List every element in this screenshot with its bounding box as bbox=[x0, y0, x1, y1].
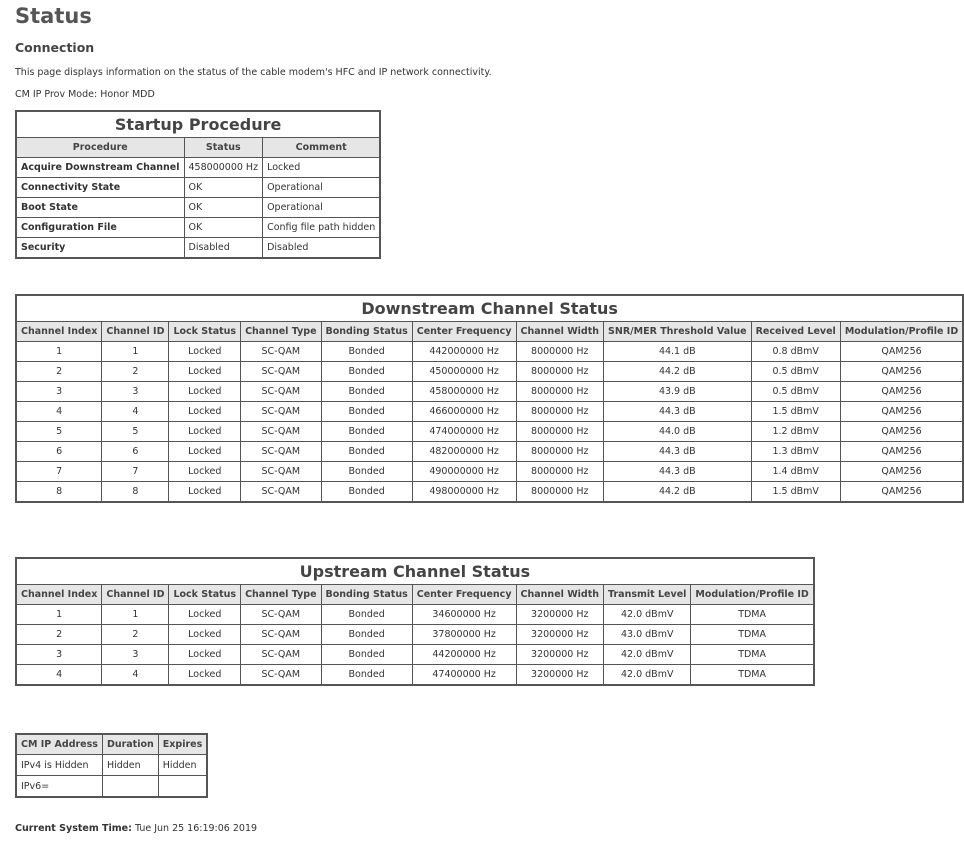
downstream-cell: QAM256 bbox=[840, 362, 963, 382]
downstream-cell: SC-QAM bbox=[241, 462, 321, 482]
upstream-cell: 2 bbox=[16, 625, 102, 645]
table-row bbox=[16, 665, 814, 686]
table-row bbox=[16, 605, 814, 625]
startup-procedure-cell: Boot State bbox=[16, 198, 184, 218]
downstream-col-modulation: Modulation/Profile ID bbox=[840, 322, 963, 342]
startup-status-cell: Disabled bbox=[184, 238, 263, 259]
downstream-cell: 44.3 dB bbox=[604, 442, 752, 462]
prov-mode-value: Honor MDD bbox=[100, 89, 155, 100]
downstream-cell: 8000000 Hz bbox=[516, 402, 604, 422]
ip-duration-cell bbox=[102, 776, 158, 798]
downstream-cell: 4 bbox=[16, 402, 102, 422]
table-row bbox=[16, 158, 380, 178]
downstream-col-channel-type: Channel Type bbox=[241, 322, 321, 342]
startup-header-row bbox=[16, 138, 380, 158]
prov-mode bbox=[15, 89, 155, 100]
startup-procedure-cell: Connectivity State bbox=[16, 178, 184, 198]
startup-procedure-cell: Configuration File bbox=[16, 218, 184, 238]
table-row bbox=[16, 362, 963, 382]
upstream-cell: 37800000 Hz bbox=[412, 625, 516, 645]
upstream-col-transmit-level: Transmit Level bbox=[604, 585, 691, 605]
ip-col-duration: Duration bbox=[102, 734, 158, 755]
upstream-cell: TDMA bbox=[691, 605, 814, 625]
upstream-col-channel-index: Channel Index bbox=[16, 585, 102, 605]
startup-status-cell: OK bbox=[184, 198, 263, 218]
upstream-header-row bbox=[16, 585, 814, 605]
upstream-cell: 2 bbox=[102, 625, 169, 645]
downstream-cell: Locked bbox=[169, 362, 241, 382]
table-row bbox=[16, 462, 963, 482]
startup-comment-cell: Config file path hidden bbox=[263, 218, 381, 238]
downstream-rows bbox=[16, 342, 963, 503]
downstream-cell: Locked bbox=[169, 402, 241, 422]
downstream-cell: 44.3 dB bbox=[604, 462, 752, 482]
downstream-cell: Locked bbox=[169, 382, 241, 402]
upstream-col-lock-status: Lock Status bbox=[169, 585, 241, 605]
table-row bbox=[16, 198, 380, 218]
upstream-cell: SC-QAM bbox=[241, 645, 321, 665]
downstream-cell: 0.5 dBmV bbox=[751, 362, 840, 382]
upstream-cell: SC-QAM bbox=[241, 625, 321, 645]
downstream-cell: Locked bbox=[169, 462, 241, 482]
startup-comment-cell: Operational bbox=[263, 178, 381, 198]
downstream-cell: Bonded bbox=[321, 362, 412, 382]
downstream-cell: SC-QAM bbox=[241, 402, 321, 422]
startup-comment-cell: Disabled bbox=[263, 238, 381, 259]
upstream-col-modulation: Modulation/Profile ID bbox=[691, 585, 814, 605]
downstream-cell: 1.3 dBmV bbox=[751, 442, 840, 462]
downstream-header-row bbox=[16, 322, 963, 342]
table-row bbox=[16, 382, 963, 402]
prov-mode-label: CM IP Prov Mode: bbox=[15, 89, 98, 100]
downstream-cell: 8000000 Hz bbox=[516, 462, 604, 482]
upstream-cell: 1 bbox=[102, 605, 169, 625]
downstream-cell: QAM256 bbox=[840, 442, 963, 462]
downstream-cell: 482000000 Hz bbox=[412, 442, 516, 462]
ip-duration-cell: Hidden bbox=[102, 755, 158, 776]
startup-col-comment: Comment bbox=[263, 138, 381, 158]
downstream-cell: 0.5 dBmV bbox=[751, 382, 840, 402]
downstream-cell: 8000000 Hz bbox=[516, 382, 604, 402]
downstream-col-channel-width: Channel Width bbox=[516, 322, 604, 342]
upstream-cell: Bonded bbox=[321, 625, 412, 645]
downstream-cell: Locked bbox=[169, 482, 241, 503]
upstream-cell: Locked bbox=[169, 665, 241, 686]
downstream-cell: Bonded bbox=[321, 442, 412, 462]
downstream-cell: 1.5 dBmV bbox=[751, 482, 840, 503]
startup-col-status: Status bbox=[184, 138, 263, 158]
downstream-cell: 3 bbox=[102, 382, 169, 402]
startup-col-procedure: Procedure bbox=[16, 138, 184, 158]
startup-comment-cell: Operational bbox=[263, 198, 381, 218]
downstream-cell: Bonded bbox=[321, 382, 412, 402]
table-row bbox=[16, 625, 814, 645]
downstream-cell: Bonded bbox=[321, 462, 412, 482]
downstream-cell: 4 bbox=[102, 402, 169, 422]
table-row bbox=[16, 402, 963, 422]
table-row bbox=[16, 422, 963, 442]
system-time-label: Current System Time: bbox=[15, 823, 132, 834]
upstream-rows bbox=[16, 605, 814, 686]
startup-procedure-cell: Acquire Downstream Channel bbox=[16, 158, 184, 178]
downstream-cell: SC-QAM bbox=[241, 362, 321, 382]
upstream-cell: 44200000 Hz bbox=[412, 645, 516, 665]
upstream-cell: 3200000 Hz bbox=[516, 605, 604, 625]
upstream-cell: Bonded bbox=[321, 665, 412, 686]
downstream-cell: 1.4 dBmV bbox=[751, 462, 840, 482]
upstream-cell: Locked bbox=[169, 625, 241, 645]
downstream-cell: 1 bbox=[102, 342, 169, 362]
table-row bbox=[16, 218, 380, 238]
ip-address-cell: IPv6= bbox=[16, 776, 102, 798]
table-row bbox=[16, 776, 207, 798]
upstream-cell: 4 bbox=[102, 665, 169, 686]
downstream-cell: QAM256 bbox=[840, 422, 963, 442]
downstream-table-title: Downstream Channel Status bbox=[16, 295, 963, 322]
upstream-col-bonding-status: Bonding Status bbox=[321, 585, 412, 605]
table-row bbox=[16, 645, 814, 665]
downstream-cell: Bonded bbox=[321, 482, 412, 503]
upstream-cell: 3200000 Hz bbox=[516, 625, 604, 645]
table-row bbox=[16, 482, 963, 503]
upstream-cell: 3 bbox=[102, 645, 169, 665]
downstream-channel-table bbox=[15, 294, 964, 503]
startup-status-cell: 458000000 Hz bbox=[184, 158, 263, 178]
ip-expires-cell: Hidden bbox=[158, 755, 207, 776]
downstream-cell: 44.3 dB bbox=[604, 402, 752, 422]
upstream-col-center-frequency: Center Frequency bbox=[412, 585, 516, 605]
downstream-cell: SC-QAM bbox=[241, 442, 321, 462]
downstream-cell: 44.2 dB bbox=[604, 362, 752, 382]
downstream-col-received-level: Received Level bbox=[751, 322, 840, 342]
table-row bbox=[16, 442, 963, 462]
downstream-cell: SC-QAM bbox=[241, 342, 321, 362]
downstream-cell: 0.8 dBmV bbox=[751, 342, 840, 362]
downstream-cell: 43.9 dB bbox=[604, 382, 752, 402]
upstream-cell: 4 bbox=[16, 665, 102, 686]
upstream-cell: Bonded bbox=[321, 645, 412, 665]
table-row bbox=[16, 178, 380, 198]
downstream-cell: 1 bbox=[16, 342, 102, 362]
downstream-cell: 466000000 Hz bbox=[412, 402, 516, 422]
upstream-cell: 34600000 Hz bbox=[412, 605, 516, 625]
upstream-cell: Bonded bbox=[321, 605, 412, 625]
downstream-cell: 8000000 Hz bbox=[516, 442, 604, 462]
startup-comment-cell: Locked bbox=[263, 158, 381, 178]
downstream-cell: 1.2 dBmV bbox=[751, 422, 840, 442]
downstream-cell: 6 bbox=[16, 442, 102, 462]
downstream-cell: 2 bbox=[16, 362, 102, 382]
cm-ip-address-table bbox=[15, 733, 208, 798]
downstream-col-bonding-status: Bonding Status bbox=[321, 322, 412, 342]
downstream-cell: QAM256 bbox=[840, 402, 963, 422]
downstream-cell: 8000000 Hz bbox=[516, 482, 604, 503]
downstream-cell: 498000000 Hz bbox=[412, 482, 516, 503]
downstream-cell: SC-QAM bbox=[241, 482, 321, 503]
upstream-col-channel-width: Channel Width bbox=[516, 585, 604, 605]
downstream-cell: QAM256 bbox=[840, 342, 963, 362]
downstream-cell: 5 bbox=[102, 422, 169, 442]
startup-status-cell: OK bbox=[184, 178, 263, 198]
table-row bbox=[16, 238, 380, 259]
startup-procedure-table bbox=[15, 110, 381, 259]
downstream-cell: SC-QAM bbox=[241, 382, 321, 402]
upstream-cell: 42.0 dBmV bbox=[604, 605, 691, 625]
ip-header-row bbox=[16, 734, 207, 755]
downstream-cell: 8000000 Hz bbox=[516, 342, 604, 362]
downstream-cell: 5 bbox=[16, 422, 102, 442]
downstream-col-channel-id: Channel ID bbox=[102, 322, 169, 342]
downstream-cell: 7 bbox=[16, 462, 102, 482]
page-description: This page displays information on the status of the cable modem's HFC and IP network connectivity. bbox=[15, 67, 492, 78]
downstream-cell: 1.5 dBmV bbox=[751, 402, 840, 422]
downstream-cell: QAM256 bbox=[840, 382, 963, 402]
upstream-cell: 3 bbox=[16, 645, 102, 665]
downstream-cell: 474000000 Hz bbox=[412, 422, 516, 442]
downstream-cell: 450000000 Hz bbox=[412, 362, 516, 382]
upstream-cell: SC-QAM bbox=[241, 665, 321, 686]
upstream-cell: 3200000 Hz bbox=[516, 665, 604, 686]
ip-col-expires: Expires bbox=[158, 734, 207, 755]
section-title: Connection bbox=[15, 40, 95, 55]
upstream-cell: 43.0 dBmV bbox=[604, 625, 691, 645]
downstream-col-center-frequency: Center Frequency bbox=[412, 322, 516, 342]
ip-address-cell: IPv4 is Hidden bbox=[16, 755, 102, 776]
upstream-cell: TDMA bbox=[691, 645, 814, 665]
downstream-cell: Bonded bbox=[321, 422, 412, 442]
downstream-cell: 458000000 Hz bbox=[412, 382, 516, 402]
downstream-col-channel-index: Channel Index bbox=[16, 322, 102, 342]
startup-procedure-cell: Security bbox=[16, 238, 184, 259]
downstream-cell: 442000000 Hz bbox=[412, 342, 516, 362]
downstream-cell: Locked bbox=[169, 342, 241, 362]
downstream-cell: QAM256 bbox=[840, 462, 963, 482]
upstream-cell: SC-QAM bbox=[241, 605, 321, 625]
upstream-cell: Locked bbox=[169, 645, 241, 665]
upstream-table-title: Upstream Channel Status bbox=[16, 558, 814, 585]
table-row bbox=[16, 342, 963, 362]
upstream-channel-table bbox=[15, 557, 815, 686]
downstream-cell: 2 bbox=[102, 362, 169, 382]
ip-expires-cell bbox=[158, 776, 207, 798]
downstream-cell: 8 bbox=[16, 482, 102, 503]
upstream-cell: TDMA bbox=[691, 665, 814, 686]
upstream-cell: TDMA bbox=[691, 625, 814, 645]
startup-table-title: Startup Procedure bbox=[16, 111, 380, 138]
upstream-cell: Locked bbox=[169, 605, 241, 625]
downstream-col-lock-status: Lock Status bbox=[169, 322, 241, 342]
table-row bbox=[16, 755, 207, 776]
upstream-cell: 42.0 dBmV bbox=[604, 645, 691, 665]
downstream-cell: QAM256 bbox=[840, 482, 963, 503]
system-time-value: Tue Jun 25 16:19:06 2019 bbox=[134, 823, 258, 834]
ip-col-address: CM IP Address bbox=[16, 734, 102, 755]
downstream-col-snr: SNR/MER Threshold Value bbox=[604, 322, 752, 342]
downstream-cell: 490000000 Hz bbox=[412, 462, 516, 482]
upstream-cell: 3200000 Hz bbox=[516, 645, 604, 665]
downstream-cell: Locked bbox=[169, 442, 241, 462]
startup-status-cell: OK bbox=[184, 218, 263, 238]
downstream-cell: 8 bbox=[102, 482, 169, 503]
downstream-cell: 3 bbox=[16, 382, 102, 402]
downstream-cell: Bonded bbox=[321, 342, 412, 362]
downstream-cell: Locked bbox=[169, 422, 241, 442]
upstream-col-channel-type: Channel Type bbox=[241, 585, 321, 605]
page-title: Status bbox=[15, 4, 92, 28]
current-system-time bbox=[15, 823, 257, 834]
downstream-cell: Bonded bbox=[321, 402, 412, 422]
upstream-cell: 42.0 dBmV bbox=[604, 665, 691, 686]
downstream-cell: 44.1 dB bbox=[604, 342, 752, 362]
downstream-cell: 6 bbox=[102, 442, 169, 462]
downstream-cell: 8000000 Hz bbox=[516, 422, 604, 442]
upstream-col-channel-id: Channel ID bbox=[102, 585, 169, 605]
downstream-cell: 7 bbox=[102, 462, 169, 482]
upstream-cell: 1 bbox=[16, 605, 102, 625]
downstream-cell: 44.2 dB bbox=[604, 482, 752, 503]
upstream-cell: 47400000 Hz bbox=[412, 665, 516, 686]
downstream-cell: 44.0 dB bbox=[604, 422, 752, 442]
downstream-cell: 8000000 Hz bbox=[516, 362, 604, 382]
downstream-cell: SC-QAM bbox=[241, 422, 321, 442]
